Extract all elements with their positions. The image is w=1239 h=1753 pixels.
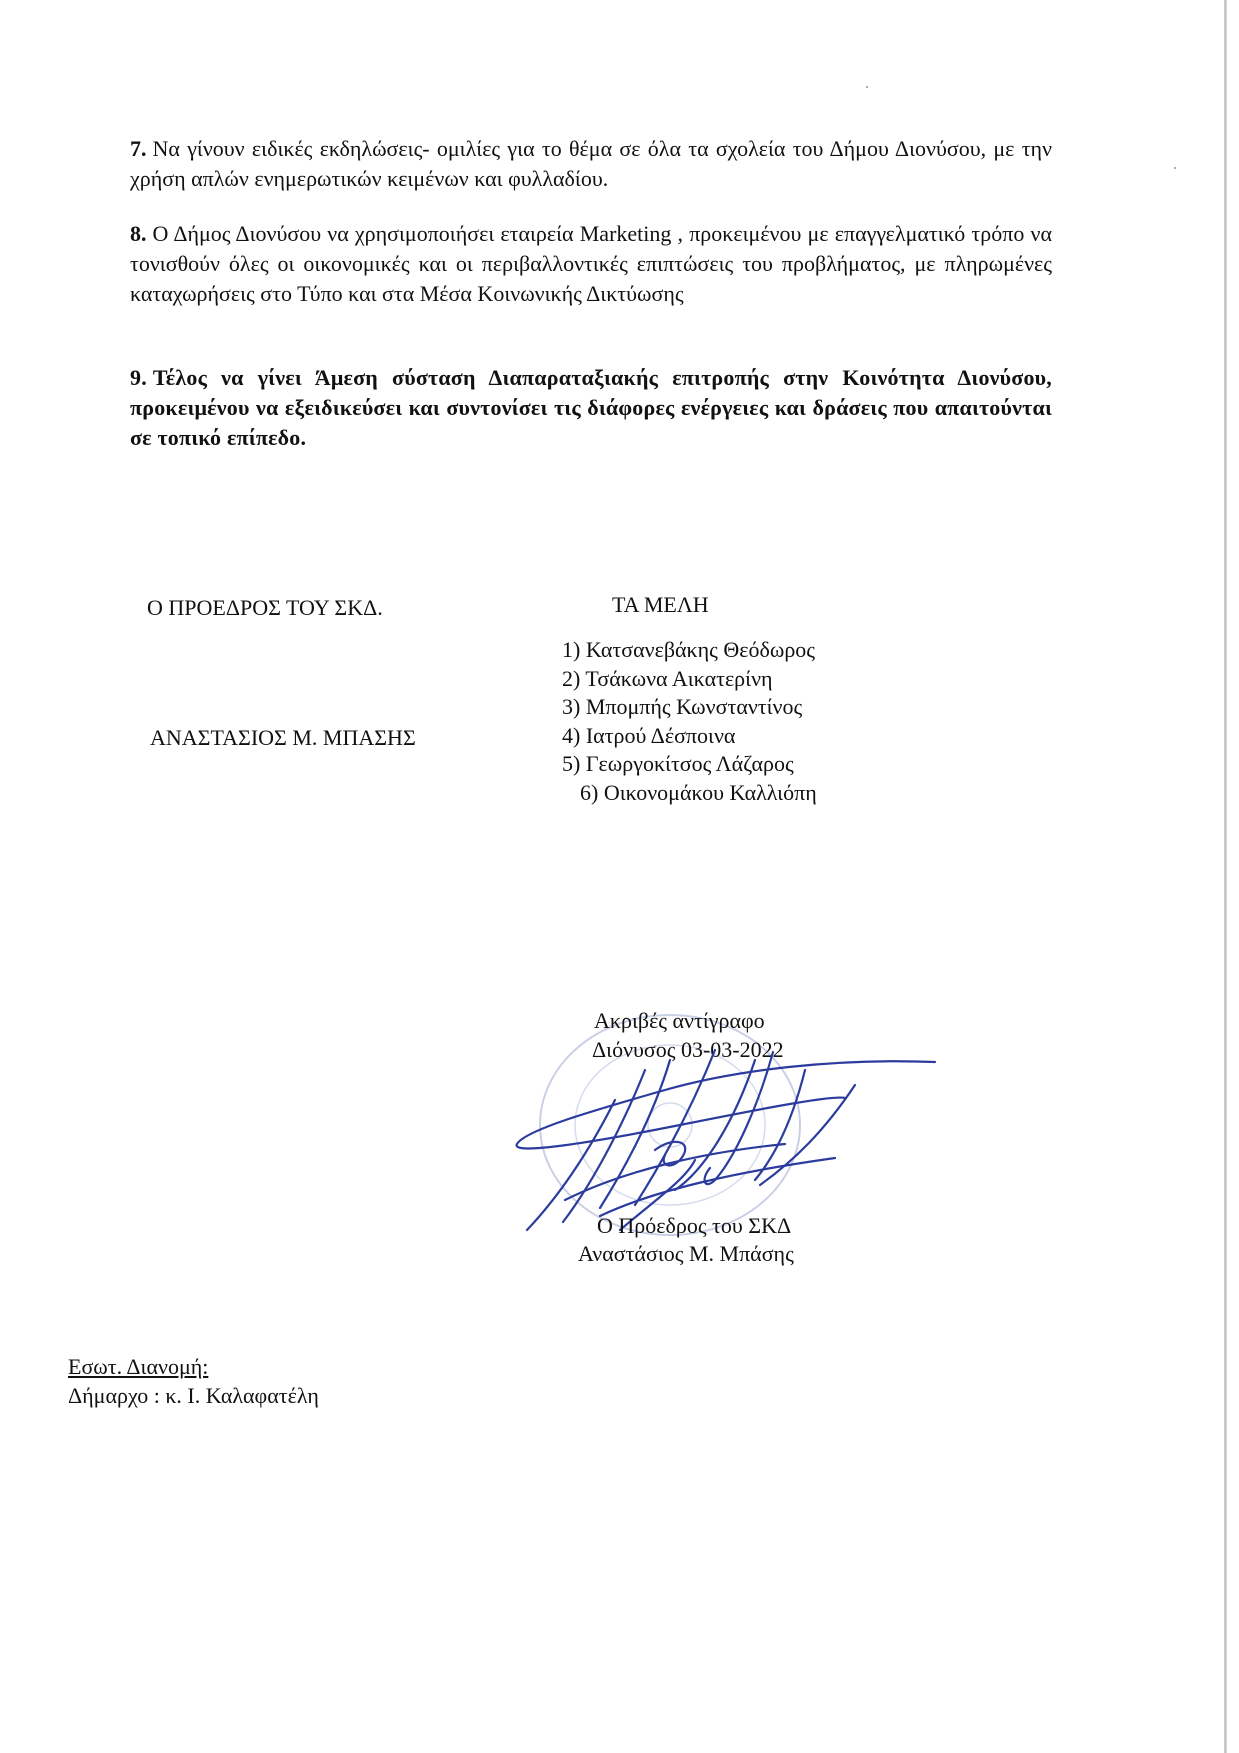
member-item: 6) Οικονομάκου Καλλιόπη xyxy=(580,779,817,805)
paragraph-7 xyxy=(130,134,1052,194)
distribution-recipient: Δήμαρχο : κ. Ι. Καλαφατέλη xyxy=(68,1383,319,1408)
paragraph-text: Να γίνουν ειδικές εκδηλώσεις- ομιλίες για το θέμα σε όλα τα σχολεία του Δήμου Διονύσου, με την χρήση απλών ενημερωτικών κειμένων και φυλλαδίου. xyxy=(130,136,1052,191)
member-item: 4) Ιατρού Δέσποινα xyxy=(562,722,736,748)
paragraph-text: Ο Δήμος Διονύσου να χρησιμοποιήσει εταιρεία Marketing , προκειμένου με επαγγελματικό τρόπο να τονισθούν όλες οι οικονομικές και οι περιβαλλοντικές επιπτώσεις του προβλήματος, με πληρωμένες καταχωρήσεις στο Τύπο και στα Μέσα Κοινωνικής Δικτύωσης xyxy=(130,221,1052,306)
paragraph-8 xyxy=(130,219,1052,309)
scan-speck xyxy=(866,86,868,88)
handwritten-signature-icon xyxy=(505,1040,945,1240)
members-list xyxy=(562,636,817,807)
paragraph-9 xyxy=(130,363,1052,453)
certification-label: Ακριβές αντίγραφο xyxy=(594,1008,765,1033)
member-item: 2) Τσάκωνα Αικατερίνη xyxy=(562,665,773,691)
internal-distribution xyxy=(68,1352,319,1410)
certification-place-date: Διόνυσος 03-03-2022 xyxy=(592,1037,784,1062)
members-title: ΤΑ ΜΕΛΗ xyxy=(612,592,709,617)
member-item: 3) Μπομπής Κωνσταντίνος xyxy=(562,694,803,719)
paragraph-number: 9. xyxy=(130,365,147,390)
distribution-title: Εσωτ. Διανομή: xyxy=(68,1354,209,1379)
paragraph-number: 7. xyxy=(130,136,147,161)
paragraph-text: Τέλος να γίνει Άμεση σύσταση Διαπαραταξιακής επιτροπής στην Κοινότητα Διονύσου, προκειμένου να εξειδικεύσει και συντονίσει τις διάφορες ενέργειες και δράσεις που απαιτούνται σε τοπικό επίπεδο. xyxy=(130,365,1052,450)
president-name: ΑΝΑΣΤΑΣΙΟΣ Μ. ΜΠΑΣΗΣ xyxy=(150,725,416,750)
scan-speck xyxy=(1174,167,1176,169)
certification-role: Ο Πρόεδρος του ΣΚΔ xyxy=(597,1213,792,1238)
paragraph-number: 8. xyxy=(130,221,147,246)
member-item: 5) Γεωργοκίτσος Λάζαρος xyxy=(562,751,794,776)
member-item: 1) Κατσανεβάκης Θεόδωρος xyxy=(562,637,816,662)
president-title: Ο ΠΡΟΕΔΡΟΣ ΤΟΥ ΣΚΔ. xyxy=(147,595,383,620)
scan-edge-line xyxy=(1224,0,1227,1753)
certification-name: Αναστάσιος Μ. Μπάσης xyxy=(578,1241,794,1266)
